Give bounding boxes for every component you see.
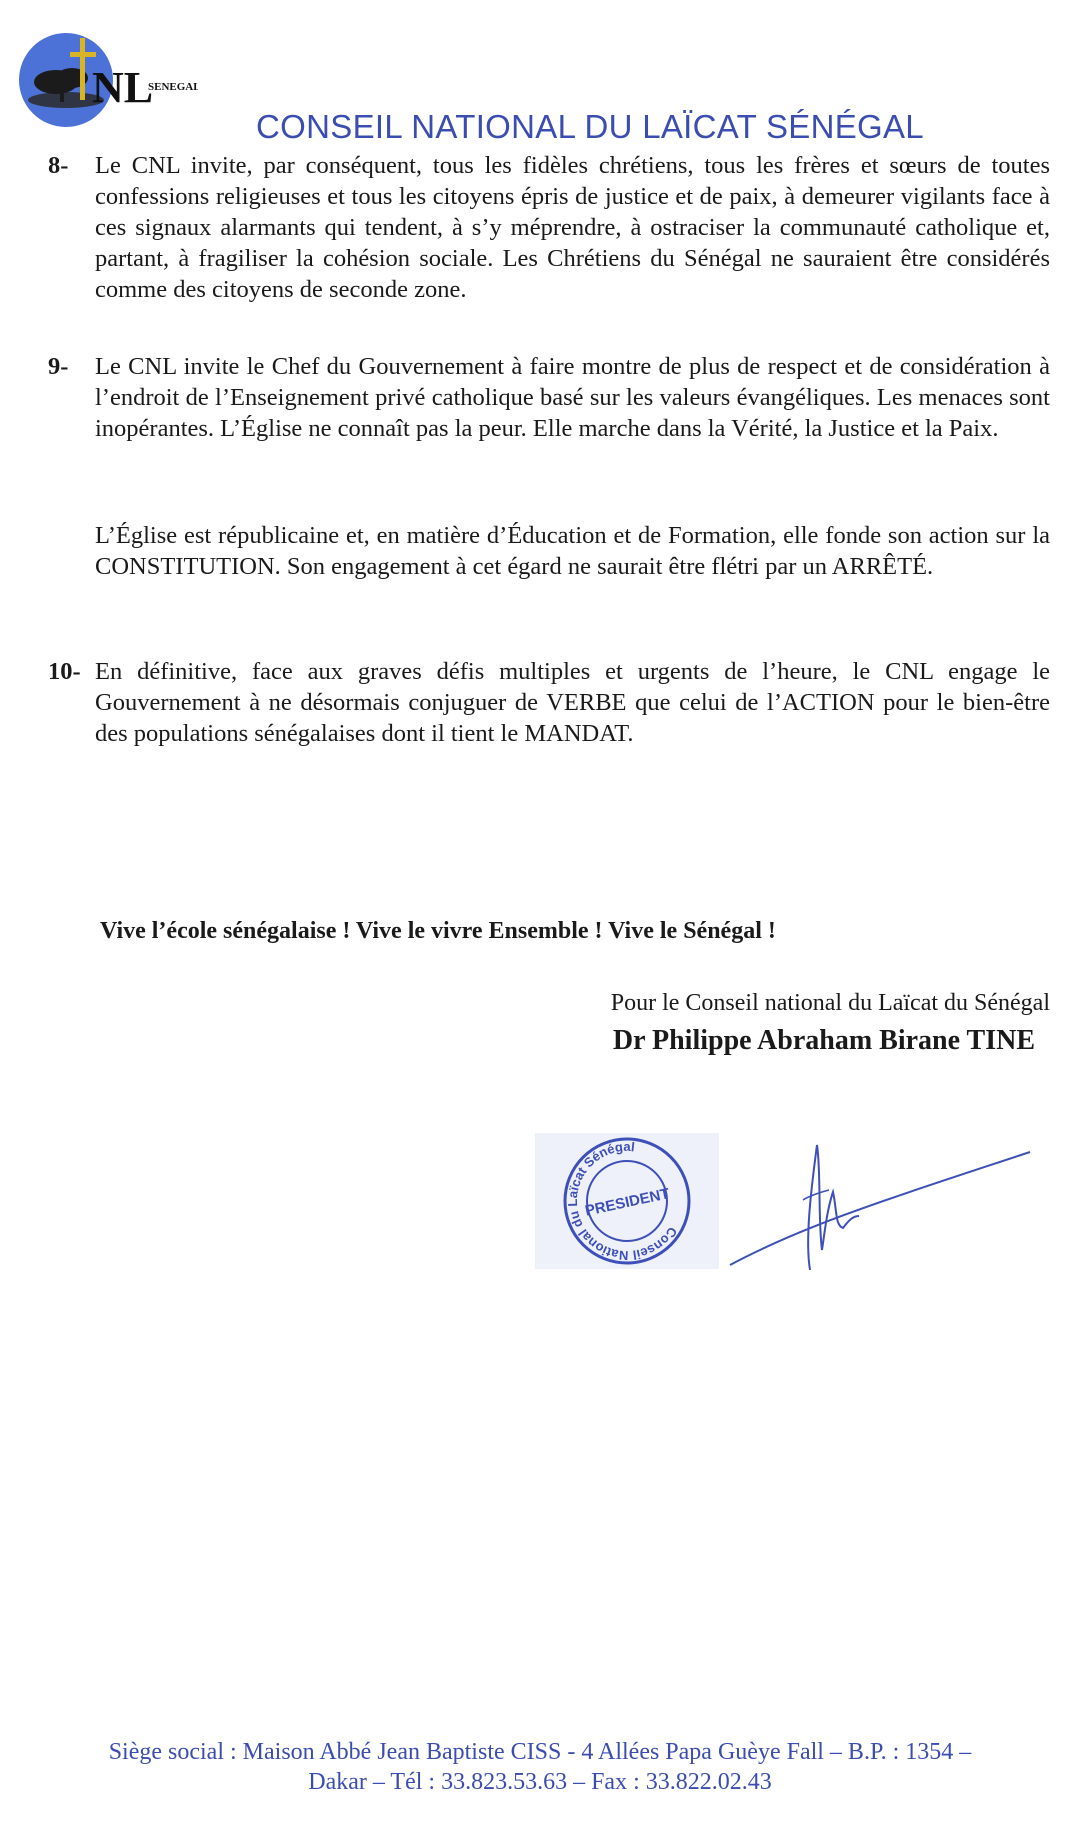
document-title: CONSEIL NATIONAL DU LAÏCAT SÉNÉGAL [256, 108, 924, 145]
list-item [48, 150, 1050, 305]
logo-letters: NL [92, 63, 154, 112]
item-number: 10- [48, 658, 81, 685]
closing-slogan: Vive l’école sénégalaise ! Vive le vivre Ensemble ! Vive le Sénégal ! [100, 918, 776, 944]
item-number: 8- [48, 152, 69, 179]
stamp-ring-text: Conseil National du Laïcat Sénégal [564, 1139, 681, 1264]
signatory-name: Dr Philippe Abraham Birane TINE [612, 1025, 1035, 1056]
footer-address-line2: Dakar – Tél : 33.823.53.63 – Fax : 33.822.02.43 [308, 1769, 772, 1795]
item-text: Le CNL invite, par conséquent, tous les fidèles chrétiens, tous les frères et sœurs de toutes confessions religieuses et tous les citoyens épris de justice et de paix, à demeurer vigilants face à ces signaux alarmants qui tendent, à s’y méprendre, à ostraciser la communauté catholique et, partant, à fragiliser la cohésion sociale. Les Chrétiens du Sénégal ne sauraient être considérés comme des citoyens de seconde zone. [95, 152, 1050, 303]
official-stamp [535, 1133, 719, 1269]
paragraph: L’Église est républicaine et, en matière d’Éducation et de Formation, elle fonde son action sur la CONSTITUTION. Son engagement à cet égard ne saurait être flétri par un ARRÊTÉ. [95, 522, 1050, 580]
list-item [48, 656, 1050, 749]
item-number: 9- [48, 353, 69, 380]
handwritten-signature [725, 1130, 1035, 1280]
footer-address-line1: Siège social : Maison Abbé Jean Baptiste CISS - 4 Allées Papa Guèye Fall – B.P. : 1354 – [108, 1739, 972, 1765]
item-text: En définitive, face aux graves défis multiples et urgents de l’heure, le CNL engage le Gouvernement à ne désormais conjuguer de VERBE que celui de l’ACTION pour le bien-être des populations sénégalaises dont il tient le MANDAT. [95, 658, 1050, 747]
signatory-organization: Pour le Conseil national du Laïcat du Sénégal [610, 990, 1050, 1016]
stamp-center-text: PRESIDENT [583, 1185, 672, 1220]
logo-country: SENEGAL [148, 81, 198, 93]
list-item [48, 351, 1050, 444]
item-text: Le CNL invite le Chef du Gouvernement à faire montre de plus de respect et de considération à l’endroit de l’Enseignement privé catholique basé sur les valeurs évangéliques. Les menaces sont inopérantes. L’Église ne connaît pas la peur. Elle marche dans la Vérité, la Justice et la Paix. [95, 353, 1050, 442]
